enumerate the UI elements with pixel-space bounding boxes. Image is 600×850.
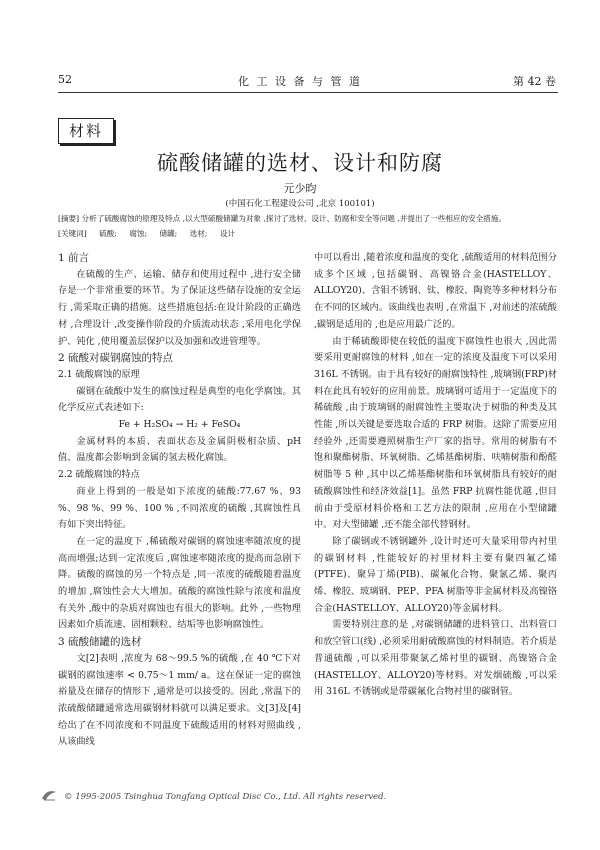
abstract-label: [摘要] [58,214,80,223]
section-heading: 3 硫酸储罐的选材 [58,636,142,649]
keywords-label: [关键词] [58,229,87,238]
keyword: 设计 [219,229,236,238]
publisher-logo-icon [40,788,58,802]
paragraph: 金属材料的本质、表面状态及金属阴极相杂质、pH值、温度都会影响到金属的氢去极化腐蚀。 [58,435,301,464]
keyword: 选材; [189,229,208,238]
author: 元少昀 [283,182,317,195]
keyword: 腐蚀; [129,229,148,238]
keywords [58,227,556,240]
left-column [58,250,301,751]
page-number: 52 [58,73,72,86]
subsection-heading: 2.1 硫酸腐蚀的原理 [58,368,140,380]
paragraph: 需要特别注意的是 ,对碳钢储罐的进料管口、出料管口和放空管口(线) ,必须采用耐硫酸腐蚀的材料制造。若介质是普通硫酸 ,可以采用带聚氯乙烯衬里的碳钢、高镍铬合金(HASTELLOY、ALLOY20)等材料。对发烟硫酸 ,可以采用 316L 不锈钢或是带碳氟化合物衬里的碳钢管。 [314,619,557,698]
paragraph: 碳钢在硫酸中发生的腐蚀过程是典型的电化学腐蚀。其化学反应式表述如下: [58,385,301,414]
section-tag: 材料 [58,118,114,144]
article-title: 硫酸储罐的选材、设计和防腐 [157,151,443,175]
right-column [314,250,557,701]
keyword: 硫酸; [99,229,117,238]
affiliation: (中国石化工程建设公司 ,北京 100101) [225,199,375,209]
subsection-heading: 2.2 硫酸腐蚀的特点 [58,469,140,481]
chemical-equation: Fe + H₂SO₄ → H₂ + FeSO₄ [118,419,241,431]
section-heading: 1 前言 [58,252,90,264]
copyright-footer: © 1995-2005 Tsinghua Tongfang Optical Disc Co., Ltd. All rights reserved. [64,792,387,802]
keyword: 储罐; [159,229,178,238]
paragraph: 在一定的温度下 ,稀硫酸对碳钢的腐蚀速率随浓度的提高而增强;达到一定浓度后 ,腐蚀速率随浓度的提高而急剧下降。硫酸的腐蚀的另一个特点是 ,同一浓度的硫酸随着温度的增加 ,腐蚀性会大大增加。硫酸的腐蚀性除与浓度和温度有关外 ,酸中的杂质对腐蚀也有很大的影响。此外 ,一些物理因素如介质流速、固相颗粒、结垢等也影响腐蚀性。 [58,535,301,631]
section-heading: 2 硫酸对碳钢腐蚀的特点 [58,352,174,365]
paragraph: 由于稀硫酸即使在较低的温度下腐蚀性也很大 ,因此需要采用更耐腐蚀的材料 ,如在一定的浓度及温度下可以采用 316L 不锈钢。由于具有较好的耐腐蚀特性 ,玻璃钢(FRP)材料在此具有较好的应用前景。玻璃钢可适用于一定温度下的稀硫酸 ,由于玻璃钢的耐腐蚀性主要取决于树脂的种类及其性能 ,所以关键是要选取合适的 FRP 树脂。这除了需要应用经验外 ,还需要遵照树脂生产厂家的指导。常用的树脂有不饱和聚酯树脂、环氧树脂、乙烯基酯树脂、呋喃树脂和酚醛树脂等 5 种 ,其中以乙烯基酯树脂和环氧树脂具有较好的耐硫酸腐蚀性和经济效益[1]。虽然 FRP 抗腐性能优越 ,但目前由于受原材料价格和工艺方法的限制 ,应用在小型储罐中。对大型储罐 ,还不能全部代替钢材。 [314,335,557,531]
abstract [58,212,556,225]
header-rule [58,92,558,93]
journal-name: 化 工 设 备 与 管 道 [238,75,362,88]
abstract-text: 分析了硫酸腐蚀的原理及特点 ,以大型硫酸储罐为对象 ,探讨了选材、设计、防腐和安全等问题 ,并提出了一些相应的安全措施。 [81,214,507,223]
paragraph: 在硫酸的生产、运输、储存和使用过程中 ,进行安全储存是一个非常重要的环节。为了保证这些储存设施的安全运行 ,需采取正确的措施。这些措施包括:在设计阶段的正确选材 ,合理设计 ,改变操作阶段的介质流动状态 ,采用电化学保护、钝化 ,使用覆盖层保护以及加强和改进管理等。 [58,268,301,347]
volume-label: 第 42 卷 [513,75,556,88]
paragraph: 商业上得到的一般是如下浓度的硫酸:77.67 %、93 %、98 %、99 %、100 % ,不同浓度的硫酸 ,其腐蚀性具有如下突出特征。 [58,485,301,531]
paragraph: 文[2]表明 ,浓度为 68～99.5 %的硫酸 ,在 40 ℃下对碳钢的腐蚀速率 < 0.75～1 mm/ a。这在保证一定的腐蚀裕量及在储存的情形下 ,通常是可以接受的。因此 ,常温下的浓硫酸储罐通常选用碳钢材料就可以满足要求。文[3]及[4]给出了在不同浓度和不同温度下硫酸适用的材料对照曲线 ,从该曲线 [58,652,301,748]
paragraph: 除了碳钢或不锈钢罐外 ,设计时还可大量采用带内衬里的碳钢材料 ,性能较好的衬里材料主要有聚四氟乙烯(PTFE)、聚异丁烯(PIB)、碳氟化合物、聚氯乙烯、聚丙烯、橡胶、玻璃钢、PEP、PFA 树脂等非金属材料及高镍铬合金(HASTELLOY、ALLOY20)等金属材料。 [314,535,557,614]
paragraph: 中可以看出 ,随着浓度和温度的变化 ,硫酸适用的材料范围分成多个区域 ,包括碳钢、高镍铬合金(HASTELLOY、ALLOY20)、含钼不锈钢、钛、橡胶、陶瓷等多种材料分布在不同的区域内。该曲线也表明 ,在常温下 ,对前述的浓硫酸 ,碳钢是适用的 ,也是应用最广泛的。 [314,252,557,330]
